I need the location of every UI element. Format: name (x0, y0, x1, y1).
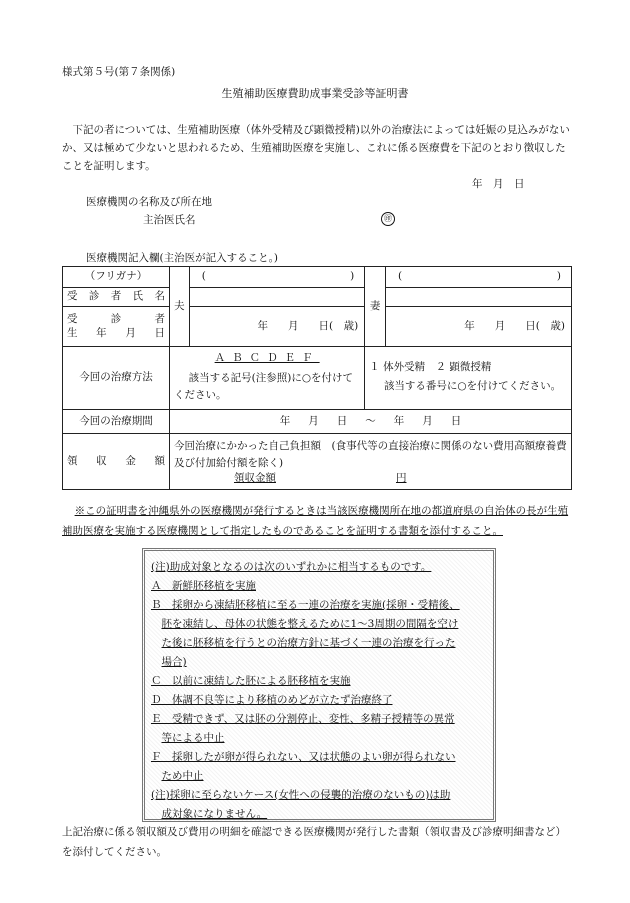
note-line: Ｄ 体調不良等により移植のめどが立たず治療終了 (151, 694, 393, 706)
institution-name-address-label: 医療機関の名称及び所在地 (86, 196, 212, 208)
husband-name-cell[interactable] (189, 267, 365, 288)
husband-birthdate-cell[interactable] (189, 307, 365, 347)
birthdate-label (63, 307, 170, 347)
treatment-type-note: 該当する番号に○を付けてください。 (383, 380, 562, 393)
out-of-prefecture-notice: ※この証明書を沖縄県外の医療機関が発行するときは当該医療機関所在地の都道府県の自治体の長が生殖補助医療を実施する医療機関として指定したものであることを証明する書類を添付すること。 (62, 505, 569, 537)
table-caption: 医療機関記入欄(主治医が記入すること。) (86, 252, 278, 264)
treatment-type-cell[interactable] (365, 347, 572, 410)
seal-mark-icon: ㊞ (381, 212, 395, 226)
wife-name-cell[interactable] (386, 267, 572, 288)
issue-date-line: 年 月 日 (472, 178, 525, 190)
note-line: (注)助成対象となるのは次のいずれかに相当するものです。 (151, 561, 432, 573)
treatment-period-cell[interactable] (169, 410, 571, 434)
husband-name-blank[interactable] (189, 288, 365, 307)
paren-open: ( (201, 270, 206, 283)
amount-received-label: 領収金額 (63, 434, 170, 490)
paren-open: ( (398, 270, 403, 283)
certification-statement: 下記の者については、生殖補助医療（体外受精及び顕微授精)以外の治療法によっては妊娠の見込みがないか、又は極めて少ないと思われるため、生殖補助医療を実施し、これに係る医療費を下記のとおり徴収したことを証明します。 (62, 124, 570, 172)
treatment-method-codes[interactable]: ＡＢＣＤＥＦ (214, 352, 320, 365)
note-line: (注)採卵に至らないケース(女性への侵襲的治療のないもの)は助 (151, 789, 451, 801)
birth-day-age: 日( 歳) (318, 319, 359, 332)
birth-month: 月 (494, 319, 506, 332)
birth-year: 年 (257, 319, 269, 332)
note-line: Ｅ 受精できず、又は胚の分割停止、変性、多精子授精等の異常 (151, 713, 455, 725)
note-line: Ｂ 採卵から凍結胚移植に至る一連の治療を実施(採卵・受精後、 (151, 599, 460, 611)
birthdate-label-line-2: 生年月日 (67, 326, 165, 339)
wife-birthdate-cell[interactable] (386, 307, 572, 347)
treatment-type-options[interactable]: １ 体外受精 ２ 顕微授精 (369, 360, 492, 373)
treatment-method-label: 今回の治療方法 (63, 347, 170, 410)
period-tilde: ～ (365, 414, 376, 427)
period-end-day: 日 (450, 414, 462, 427)
note-line: ため中止 (161, 770, 204, 782)
note-line: た後に胚移植を行うとの治療方針に基づく一連の治療を行った (161, 637, 456, 649)
birthdate-label-line-1: 受診者 (67, 312, 165, 325)
patient-name-label: 受診者氏名 (63, 288, 170, 307)
treatment-method-note: 該当する記号(注参照)に○を付けてください。 (173, 371, 354, 401)
period-end-year: 年 (393, 414, 405, 427)
wife-label: 妻 (365, 267, 386, 347)
eligibility-note-box (142, 548, 496, 822)
certification-table (62, 266, 572, 490)
treatment-period-label: 今回の治療期間 (63, 410, 170, 434)
amount-unit: 円 (395, 471, 407, 484)
wife-name-blank[interactable] (386, 288, 572, 307)
husband-label: 夫 (169, 267, 189, 347)
birth-year: 年 (464, 319, 475, 332)
note-line: 場合) (161, 656, 187, 668)
attending-doctor-label: 主治医氏名 (143, 214, 196, 226)
document-title: 生殖補助医療費助成事業受診等証明書 (221, 87, 409, 100)
birth-month: 月 (288, 319, 299, 332)
birth-day-age: 日( 歳) (525, 319, 565, 332)
treatment-method-codes-cell[interactable] (169, 347, 364, 410)
note-line: Ｃ 以前に凍結した胚による胚移植を実施 (151, 675, 351, 687)
furigana-label: （フリガナ） (63, 267, 170, 288)
period-start-year: 年 (279, 414, 291, 427)
period-end-month: 月 (422, 414, 433, 427)
note-line: 等による中止 (161, 732, 225, 744)
paren-close: ) (350, 270, 355, 283)
form-number: 様式第５号(第７条関係) (62, 66, 176, 78)
note-line: Ａ 新鮮胚移植を実施 (151, 580, 256, 592)
amount-description: 今回治療にかかった自己負担額 (食事代等の直接治療に関係のない費用高額療養費及び付加給付額を除く) (173, 439, 567, 469)
amount-line-label: 領収金額 (233, 471, 276, 484)
note-line: 胚を凍結し、母体の状態を整えるために1～3周期の間隔を空け (161, 618, 459, 630)
period-start-day: 日 (336, 414, 348, 427)
note-line: 成対象になりません。 (161, 808, 268, 820)
paren-close: ) (556, 270, 561, 283)
period-start-month: 月 (308, 414, 319, 427)
attachment-instruction: 上記治療に係る領収額及び費用の明細を確認できる医療機関が発行した書類（領収書及び診療明細書など）を添付してください。 (62, 826, 566, 858)
amount-received-cell[interactable] (169, 434, 571, 490)
note-line: Ｆ 採卵したが卵が得られない、又は状態のよい卵が得られない (151, 751, 456, 763)
